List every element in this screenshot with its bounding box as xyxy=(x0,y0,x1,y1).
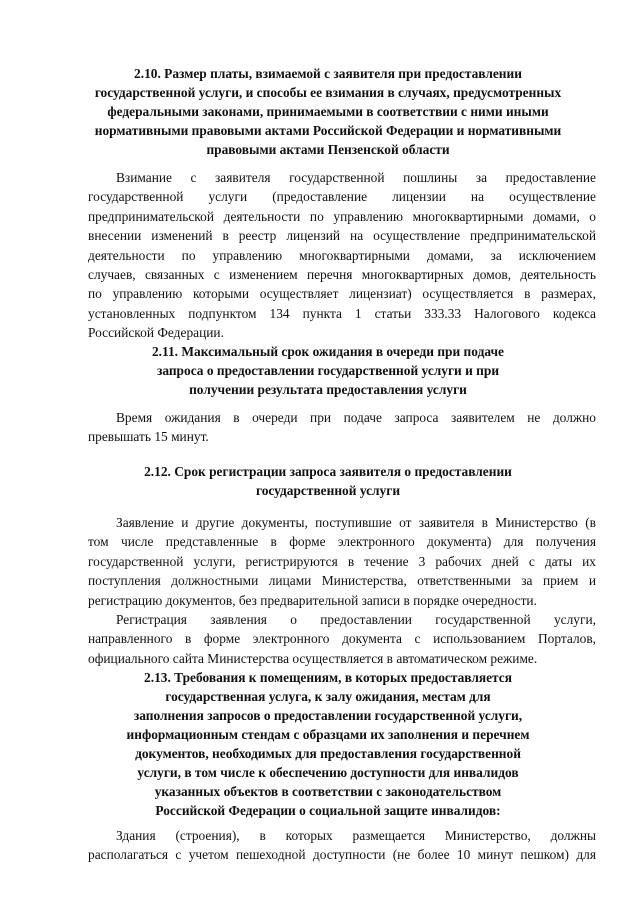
paragraph-line: по управлению которыми осуществляет лицензиат) осуществляется в размерах, xyxy=(88,286,596,302)
paragraph-line: Здания (строения), в которых размещается Министерство, должны xyxy=(116,828,596,843)
paragraph-line: государственной услуги (предоставление лицензии на осуществление xyxy=(88,189,596,205)
section-2-10-heading xyxy=(60,64,596,159)
paragraph-line: располагаться с учетом пешеходной доступности (не более 10 минут пешком) для xyxy=(88,847,596,863)
heading-line: запроса о предоставлении государственной услуги и при xyxy=(156,363,500,378)
heading-line: заполнения запросов о предоставлении государственной услуги, xyxy=(133,708,523,723)
heading-line: государственная услуга, к залу ожидания, местам для xyxy=(165,689,491,704)
heading-line: правовыми актами Пензенской области xyxy=(206,142,450,157)
paragraph-line: Регистрация заявления о предоставлении государственной услуги, xyxy=(116,612,596,627)
heading-line: 2.11. Максимальный срок ожидания в очереди при подаче xyxy=(151,344,504,359)
paragraph-line: предпринимательской деятельности по управлению многоквартирными домами, о xyxy=(88,208,596,224)
paragraph-line: установленных подпунктом 134 пункта 1 статьи 333.33 Налогового кодекса xyxy=(88,305,596,321)
heading-line: информационным стендам с образцами их заполнения и перечнем xyxy=(126,727,530,742)
paragraph-line: официального сайта Министерства осуществляется в автоматическом режиме. xyxy=(88,650,538,666)
heading-line: Российской Федерации о социальной защите инвалидов: xyxy=(155,803,501,818)
paragraph-line: поступления должностными лицами Министерства, ответственными за прием и xyxy=(88,573,596,589)
heading-line: 2.13. Требования к помещениям, в которых предоставляется xyxy=(144,670,512,685)
paragraph-line: внесении изменений в реестр лицензий на осуществление предпринимательской xyxy=(88,228,596,244)
paragraph-line: государственной услуги, регистрируются в течение 3 рабочих дней с даты их xyxy=(88,553,596,569)
section-2-12-heading xyxy=(60,462,596,500)
paragraph-line: Взимание с заявителя государственной пошлины за предоставление xyxy=(116,170,596,185)
paragraph-line: регистрацию документов, без предварительной записи в порядке очередности. xyxy=(88,592,537,608)
paragraph-line: Российской Федерации. xyxy=(88,325,224,341)
section-2-11-paragraph xyxy=(88,408,596,447)
paragraph-line: Заявление и другие документы, поступившие от заявителя в Министерство (в xyxy=(116,515,596,530)
heading-line: указанных объектов в соответствии с законодательством xyxy=(154,784,502,799)
heading-line: государственной услуги xyxy=(255,483,401,498)
heading-line: федеральными законами, принимаемыми в соответствии с ними иными xyxy=(107,104,549,119)
section-2-12-paragraph-2 xyxy=(88,610,596,668)
heading-line: получении результата предоставления услуги xyxy=(189,382,467,397)
section-2-13-paragraph xyxy=(88,826,596,865)
heading-line: услуги, в том числе к обеспечению доступности для инвалидов xyxy=(137,765,519,780)
paragraph-line: случаев, связанных с изменением перечня многоквартирных домов, деятельность xyxy=(88,267,596,283)
section-2-12-paragraph-1 xyxy=(88,513,596,610)
heading-line: 2.10. Размер платы, взимаемой с заявителя при предоставлении xyxy=(134,66,522,81)
paragraph-line: Время ожидания в очереди при подаче запроса заявителем не должно xyxy=(116,410,596,425)
paragraph-line: деятельности по управлению многоквартирными домами, за исключением xyxy=(88,247,596,263)
heading-line: государственной услуги, и способы ее взимания в случаях, предусмотренных xyxy=(94,85,562,100)
paragraph-line: превышать 15 минут. xyxy=(88,429,209,445)
section-2-11-heading xyxy=(60,342,596,399)
paragraph-line: том числе представленные в форме электронного документа) для получения xyxy=(88,534,596,550)
heading-line: 2.12. Срок регистрации запроса заявителя о предоставлении xyxy=(144,464,512,479)
paragraph-line: направленного в форме электронного документа с использованием Порталов, xyxy=(88,631,596,647)
heading-line: нормативными правовыми актами Российской Федерации и нормативными xyxy=(94,123,562,138)
section-2-10-paragraph xyxy=(88,168,596,343)
heading-line: документов, необходимых для предоставления государственной xyxy=(135,746,521,761)
section-2-13-heading xyxy=(60,668,596,820)
